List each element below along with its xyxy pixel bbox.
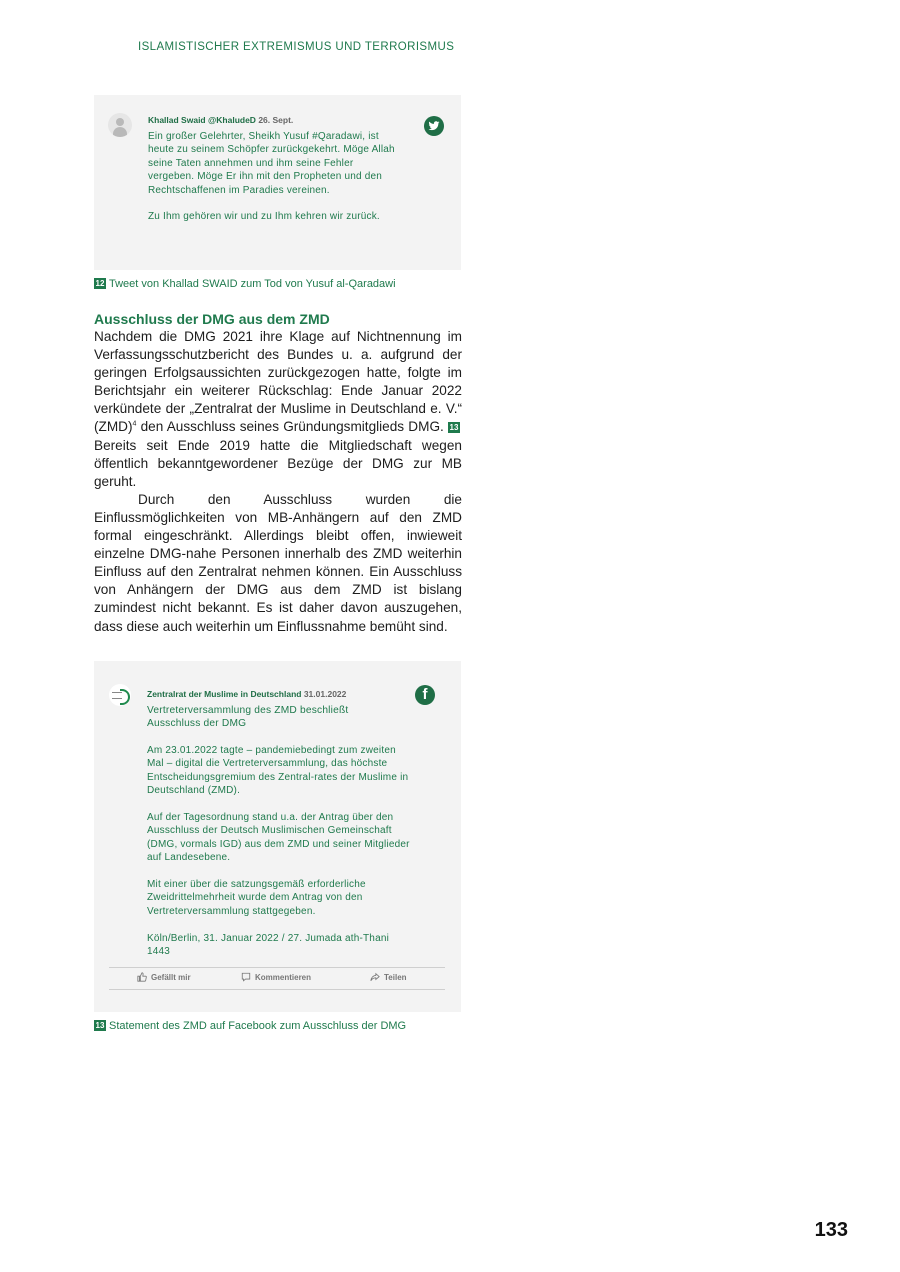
caption-text: Tweet von Khallad SWAID zum Tod von Yusuf al-Qaradawi bbox=[109, 278, 396, 290]
figure-number-badge: 13 bbox=[95, 1021, 105, 1030]
divider bbox=[109, 989, 445, 990]
like-label: Gefällt mir bbox=[151, 972, 191, 982]
tweet-paragraph: Zu Ihm gehören wir und zu Ihm kehren wir zurück. bbox=[148, 211, 380, 223]
facebook-post-author: Zentralrat der Muslime in Deutschland bbox=[147, 689, 302, 699]
facebook-action-bar bbox=[109, 972, 445, 988]
facebook-post-card bbox=[94, 661, 461, 1012]
facebook-paragraph: Am 23.01.2022 tagte – pandemiebedingt zum zweiten Mal – digital die Vertreterversammlung, das höchste Entscheidungsgremium des Zentral-rates der Muslime in Deutschland (ZMD). bbox=[147, 745, 409, 797]
facebook-post-text bbox=[147, 744, 412, 972]
paragraph-1 bbox=[94, 328, 462, 491]
share-button[interactable] bbox=[370, 972, 407, 982]
default-avatar-icon bbox=[108, 113, 132, 137]
paragraph-text: Bereits seit Ende 2019 hatte die Mitgliedschaft wegen öffentlich bekanntgewordener Bezüge der DMG zur MB geruht. bbox=[94, 437, 462, 489]
share-label: Teilen bbox=[384, 972, 407, 982]
comment-label: Kommentieren bbox=[255, 972, 312, 982]
twitter-bird-icon bbox=[424, 116, 444, 136]
paragraph-text: Nachdem die DMG 2021 ihre Klage auf Nichtnennung im Verfassungsschutzbericht des Bundes u. a. aufgrund der geringen Erfolgsaussichten zurückgezogen hatte, folgte im Berichtsjahr ein weiterer Rückschlag: Ende Januar 2022 verkündete der „Zentralrat der Muslime in Deutschland e. V.“ (ZMD) bbox=[94, 329, 462, 435]
page-number: 133 bbox=[814, 1219, 848, 1241]
comment-bubble-icon bbox=[241, 972, 251, 982]
tweet-paragraph: Ein großer Gelehrter, Sheikh Yusuf #Qaradawi, ist heute zu seinem Schöpfer zurückgekehrt. Möge Allah seine Taten annehmen und ihm seine Fehler vergeben. Möge Er ihn mit den Propheten und den Rechtschaffenen im Paradies vereinen. bbox=[148, 131, 395, 196]
section-heading: Ausschluss der DMG aus dem ZMD bbox=[94, 311, 330, 327]
facebook-post-title: Vertreterversammlung des ZMD beschließt Ausschluss der DMG bbox=[147, 705, 349, 730]
facebook-paragraph: Köln/Berlin, 31. Januar 2022 / 27. Jumada ath-Thani 1443 bbox=[147, 932, 390, 958]
tweet-card bbox=[94, 95, 461, 270]
figure-reference-badge[interactable]: 13 bbox=[449, 423, 459, 433]
facebook-paragraph: Auf der Tagesordnung stand u.a. der Antrag über den Ausschluss der Deutsch Muslimischen Gemeinschaft (DMG, vormals IGD) aus dem ZMD und seiner Mitglieder auf Landesebene. bbox=[147, 812, 410, 864]
paragraph-text: den Ausschluss seines Gründungsmitglieds DMG. bbox=[136, 419, 448, 435]
figure-caption-13 bbox=[94, 1020, 406, 1032]
like-button[interactable] bbox=[137, 972, 191, 982]
zmd-logo-icon bbox=[109, 684, 131, 706]
paragraph-2: Durch den Ausschluss wurden die Einflussmöglichkeiten von MB-Anhängern auf den ZMD formal eingeschränkt. Allerdings bleibt offen, inwieweit einzelne DMG-nahe Personen innerhalb des ZMD weiterhin Einfluss auf den Zentralrat nehmen können. Ein Ausschluss von Anhängern der DMG aus dem ZMD ist bislang zumindest nicht bekannt. Es ist daher davon auszugehen, dass diese auch weiterhin um Einflussnahme bemüht sind. bbox=[94, 491, 462, 634]
figure-number-badge: 12 bbox=[95, 279, 105, 288]
divider bbox=[109, 967, 445, 968]
facebook-paragraph: Mit einer über die satzungsgemäß erforderliche Zweidrittelmehrheit wurde dem Antrag von den Vertreterversammlung stattgegeben. bbox=[147, 879, 366, 917]
facebook-post-header bbox=[147, 689, 346, 699]
tweet-header bbox=[148, 115, 293, 125]
running-header: ISLAMISTISCHER EXTREMISMUS UND TERRORISMUS bbox=[138, 41, 455, 53]
footnote-marker[interactable]: 4 bbox=[132, 420, 137, 428]
caption-text: Statement des ZMD auf Facebook zum Ausschluss der DMG bbox=[109, 1020, 407, 1032]
figure-caption-12 bbox=[94, 278, 396, 290]
tweet-author: Khallad Swaid @KhaludeD bbox=[148, 115, 256, 125]
facebook-f-icon: f bbox=[415, 685, 435, 705]
comment-button[interactable] bbox=[241, 972, 311, 982]
tweet-text bbox=[148, 130, 400, 237]
share-arrow-icon bbox=[370, 972, 380, 982]
thumbs-up-icon bbox=[137, 972, 147, 982]
facebook-post-date: 31.01.2022 bbox=[303, 689, 347, 699]
tweet-date: 26. Sept. bbox=[258, 115, 294, 125]
body-text bbox=[94, 328, 462, 636]
